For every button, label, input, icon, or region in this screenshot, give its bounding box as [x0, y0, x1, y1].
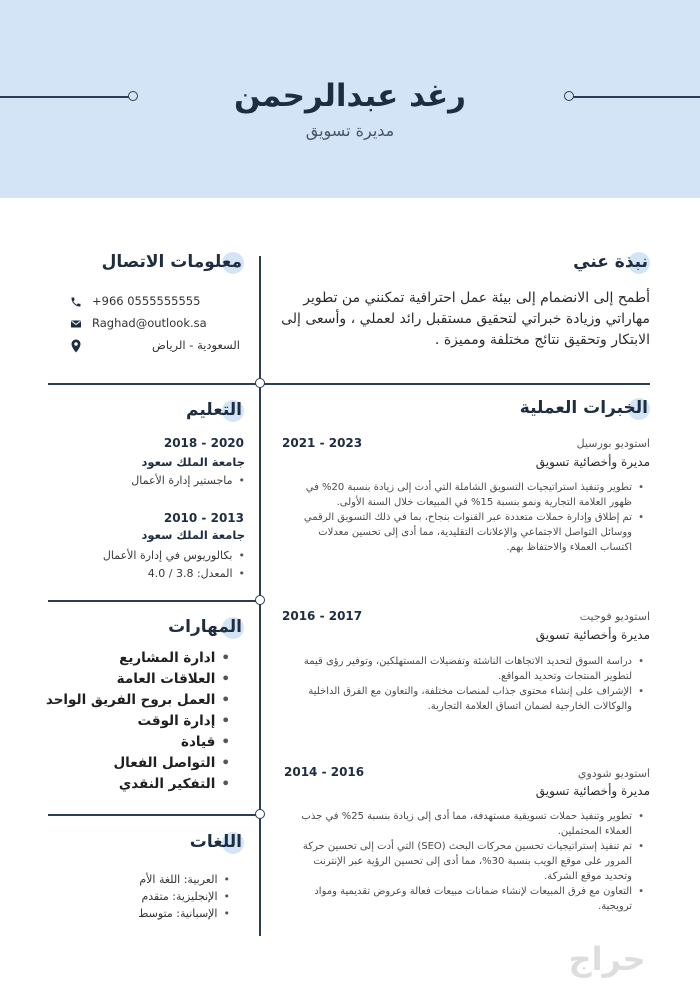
job-role-3: مديرة وأخصائية تسويق — [535, 784, 650, 798]
skill-item-1: • ادارة المشاريع — [119, 650, 230, 666]
mail-icon — [70, 318, 82, 330]
language-item-2: • الإنجليزية: متقدم — [141, 890, 230, 903]
edu-detail-1-1: • ماجستير إدارة الأعمال — [131, 474, 245, 487]
languages-heading: اللغات — [189, 832, 242, 852]
job-bullets-3 — [284, 809, 644, 914]
skill-item-6: • التواصل الفعال — [113, 755, 230, 771]
education-heading: التعليم — [186, 400, 242, 420]
job-bullet-3-3: • التعاون مع فرق المبيعات لإنشاء ضمانات مبيعات فعالة وعروض تقديمية ومواد ترويجية. — [284, 884, 644, 914]
language-item-3: • الإسبانية: متوسط — [138, 907, 230, 920]
job-bullet-3-1: • تطوير وتنفيذ حملات تسويقية مستهدفة، مما أدى إلى زيادة بنسبة 25% في جذب العملاء المحتملين. — [284, 809, 644, 839]
skill-item-2: • العلاقات العامة — [117, 671, 230, 687]
timeline-node-1 — [255, 378, 265, 388]
phone-icon — [70, 296, 82, 308]
job-bullet-1-2: • تم إطلاق وإدارة حملات متعددة عبر القنوات بنجاح، بما في ذلك التسويق الرقمي ووسائل التواصل الاجتماعي والإعلانات التقليدية، مما أدى إلى تحسين معدلات اكتساب العملاء والاحتفاظ بهم. — [284, 510, 644, 555]
job-company-2: استوديو فوجيت — [579, 610, 650, 623]
job-bullet-3-2: • تم تنفيذ إستراتيجيات تحسين محركات البحث (SEO) التي أدت إلى تحسين حركة المرور على موقع الويب بنسبة 30%، مما أدى إلى تحسين الرؤية عبر الإنترنت وتحديد موقع الشركة. — [284, 839, 644, 884]
contact-phone: +966 0555555555 — [92, 294, 201, 308]
watermark-logo: حراج — [568, 940, 646, 978]
divider-row-2 — [48, 600, 260, 602]
contact-email: Raghad@outlook.sa — [92, 316, 207, 330]
edu-detail-2-2: • المعدل: 3.8 / 4.0 — [148, 567, 245, 580]
person-title: مديرة تسويق — [305, 121, 395, 140]
divider-row-1 — [48, 383, 650, 385]
divider-row-3 — [48, 814, 260, 816]
job-years-1: 2021 - 2023 — [282, 436, 363, 450]
job-company-1: استوديو بورسيل — [576, 437, 650, 450]
edu-years-2: 2010 - 2013 — [163, 511, 244, 525]
edu-university-1: جامعة الملك سعود — [141, 455, 245, 469]
skill-item-3: • العمل بروح الفريق الواحد — [46, 692, 230, 708]
job-role-2: مديرة وأخصائية تسويق — [535, 628, 650, 642]
edu-detail-2-1: • بكالوريوس في إدارة الأعمال — [103, 549, 245, 562]
location-pin-icon — [70, 339, 82, 351]
skill-item-5: • قيادة — [181, 734, 230, 750]
job-bullet-1-1: • تطوير وتنفيذ استراتيجيات التسويق الشاملة التي أدت إلى زيادة بنسبة 20% في ظهور العلامة التجارية ونمو بنسبة 15% في المبيعات خلال السنة الأولى. — [284, 480, 644, 510]
about-heading: نبذة عني — [573, 252, 648, 272]
edu-university-2: جامعة الملك سعود — [141, 528, 245, 542]
edu-years-1: 2018 - 2020 — [163, 436, 244, 450]
language-item-1: • العربية: اللغة الأم — [139, 873, 230, 886]
job-years-2: 2016 - 2017 — [282, 609, 363, 623]
job-bullet-2-2: • الإشراف على إنشاء محتوى جذاب لمنصات مختلفة، والتعاون مع الفرق الداخلية والوكالات الخارجية لضمان اتساق العلامة التجارية. — [284, 684, 644, 714]
timeline-node-2 — [255, 595, 265, 605]
job-bullets-2 — [284, 654, 644, 714]
job-company-3: استوديو شودوي — [577, 767, 650, 780]
timeline-node-3 — [255, 809, 265, 819]
job-bullets-1 — [284, 480, 644, 555]
about-text: أطمح إلى الانضمام إلى بيئة عمل احترافية تمكنني من تطوير مهاراتي وزيادة خبراتي لتحقيق مستقبل رائد لعملي ، وأسعى إلى الابتكار وتحقيق نتائج مختلفة ومميزة . — [281, 290, 650, 348]
skill-item-4: • إدارة الوقت — [137, 713, 230, 729]
contact-heading: معلومات الاتصال — [101, 252, 242, 272]
skills-heading: المهارات — [168, 617, 242, 637]
skill-item-7: • التفكير النقدي — [119, 776, 230, 792]
person-name: رغد عبدالرحمن — [233, 78, 467, 114]
contact-location: السعودية - الرياض — [151, 338, 240, 352]
job-years-3: 2014 - 2016 — [284, 765, 365, 779]
experience-heading: الخبرات العملية — [519, 398, 648, 418]
job-bullet-2-1: • دراسة السوق لتحديد الاتجاهات الناشئة وتفضيلات المستهلكين، وتوفير رؤى قيمة لتطوير المنتجات وتحديد المواقع. — [284, 654, 644, 684]
job-role-1: مديرة وأخصائية تسويق — [535, 455, 650, 469]
